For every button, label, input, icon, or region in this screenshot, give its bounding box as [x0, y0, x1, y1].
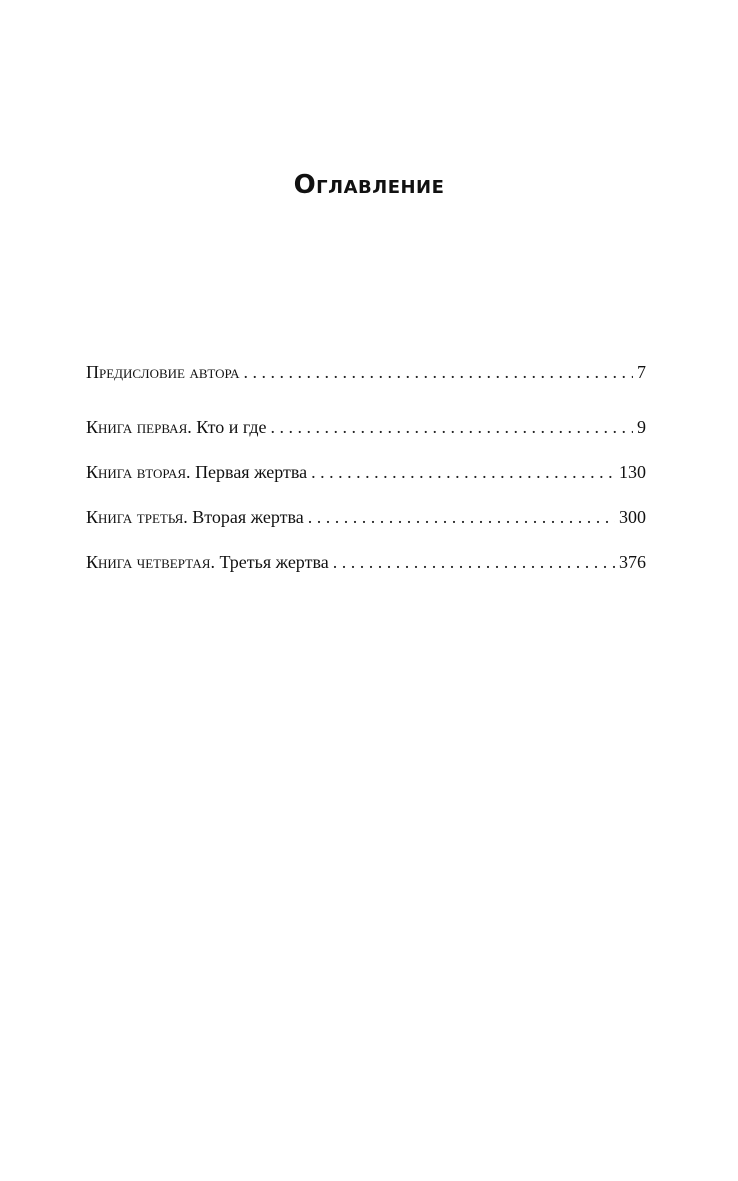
entry-label — [86, 548, 329, 576]
dot-leader — [270, 413, 633, 441]
entry-heading: Книга четвертая. — [86, 552, 215, 572]
page-title: Оглавление — [293, 170, 445, 200]
entry-heading: Книга третья. — [86, 507, 188, 527]
entry-heading: Предисловие автора — [86, 362, 240, 382]
entry-page-number: 130 — [619, 462, 646, 482]
entry-label — [86, 358, 239, 386]
dot-leader — [311, 458, 615, 486]
entry-subtitle: Кто и где — [191, 417, 267, 437]
entry-subtitle: Первая жертва — [190, 462, 308, 482]
entry-label — [86, 413, 266, 441]
toc-entry-book-3[interactable] — [86, 503, 646, 531]
dot-leader — [333, 548, 615, 576]
entry-heading: Книга первая. — [86, 417, 192, 437]
dot-leader — [308, 503, 615, 531]
toc-entry-book-2[interactable] — [86, 458, 646, 486]
entry-page-number: 376 — [619, 552, 646, 572]
toc-entry-book-1[interactable] — [86, 413, 646, 441]
entry-subtitle: Третья жертва — [214, 552, 329, 572]
entry-label — [86, 503, 304, 531]
toc-entry-book-4[interactable] — [86, 548, 646, 576]
entry-label — [86, 458, 307, 486]
entry-heading: Книга вторая. — [86, 462, 191, 482]
entry-subtitle: Вторая жертва — [187, 507, 304, 527]
entry-page-number: 300 — [619, 507, 646, 527]
entry-page-number: 9 — [637, 417, 646, 437]
toc-entry-preface[interactable] — [86, 358, 646, 386]
table-of-contents — [86, 358, 646, 593]
entry-page-number: 7 — [637, 362, 646, 382]
dot-leader — [243, 358, 633, 386]
